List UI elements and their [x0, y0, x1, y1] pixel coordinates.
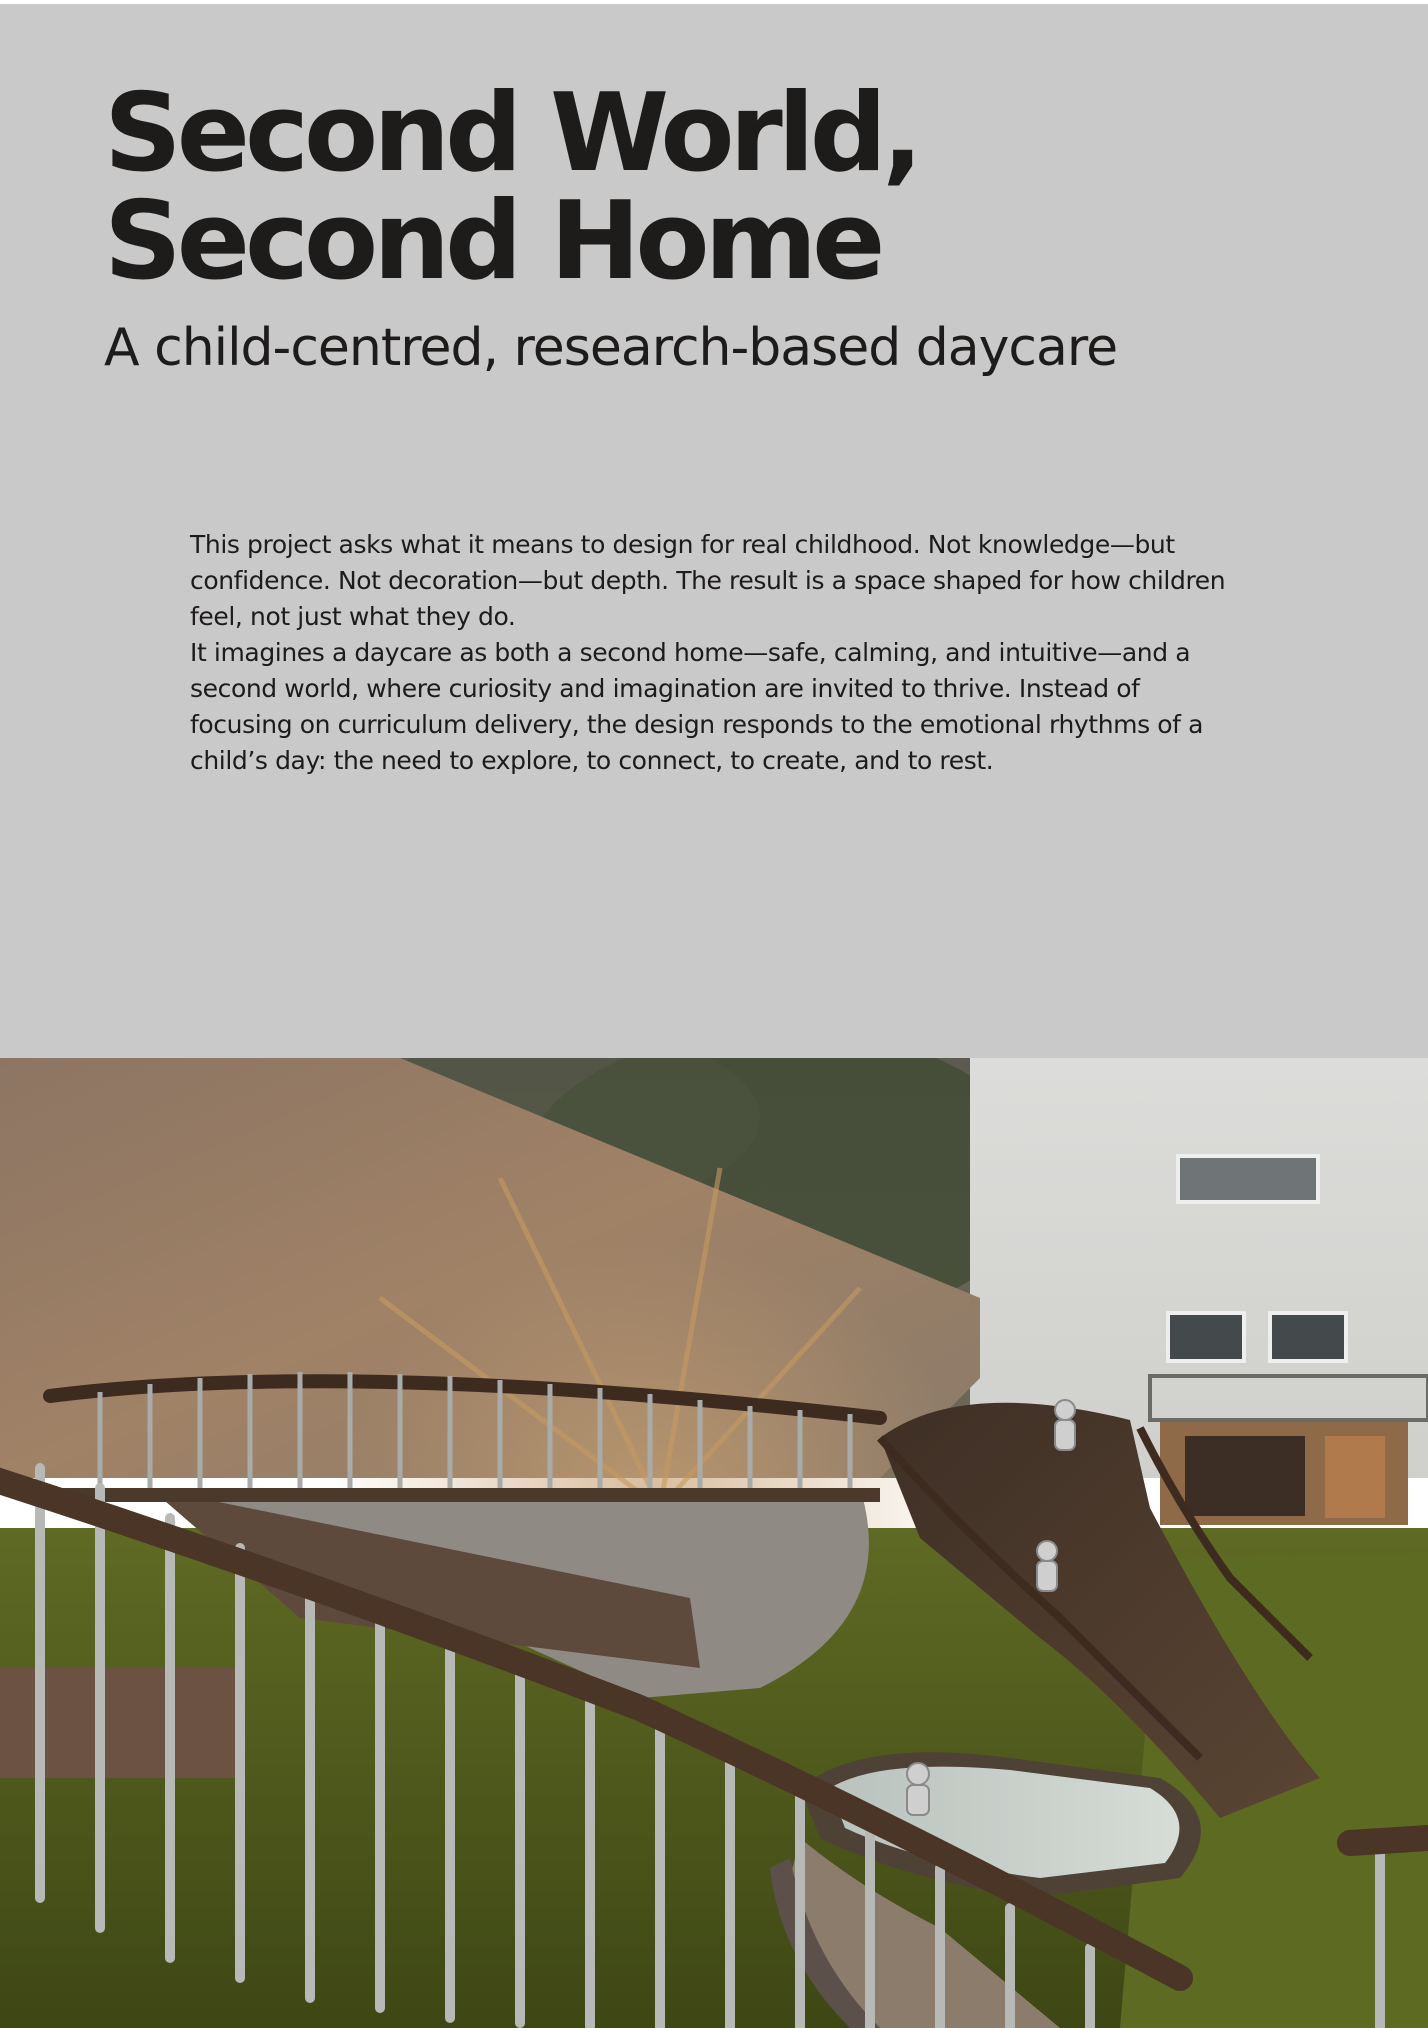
building-window	[1168, 1313, 1244, 1361]
building-entrance-opening	[1185, 1436, 1305, 1516]
building-window	[1270, 1313, 1346, 1361]
description-paragraph-1: This project asks what it means to design for real childhood. Not knowledge—but confidence. Not decoration—but depth. The result is a space shaped for how children feel, not just what they do.	[190, 530, 1226, 631]
building-window	[1178, 1156, 1318, 1202]
building-door	[1325, 1436, 1385, 1518]
foreground-handrail-right	[1350, 1838, 1428, 1843]
title-line-1: Second World,	[104, 71, 919, 196]
title-line-2: Second Home	[104, 179, 881, 304]
page-title	[104, 71, 919, 304]
playground-rendering-illustration	[0, 1058, 1428, 2028]
description-paragraph-2: It imagines a daycare as both a second home—safe, calming, and intuitive—and a second world, where curiosity and imagination are invited to thrive. Instead of focusing on curriculum delivery, the design responds to the emotional rhythms of a child’s day: the need to explore, to connect, to create, and to rest.	[190, 638, 1204, 775]
bridge-deck	[60, 1488, 880, 1502]
header-panel	[0, 4, 1428, 1058]
page-subtitle: A child-centred, research-based daycare	[104, 318, 1118, 378]
hero-rendering	[0, 1058, 1428, 2028]
project-description	[190, 527, 1240, 779]
